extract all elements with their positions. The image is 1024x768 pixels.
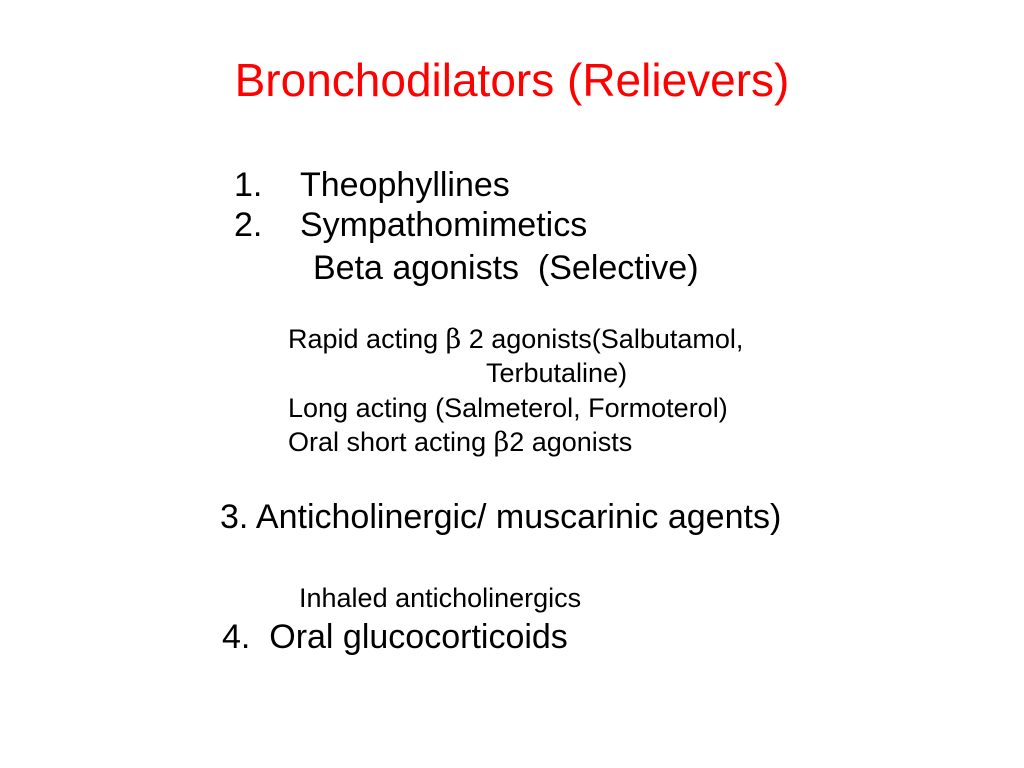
rapid-acting-suffix: 2 agonists(Salbutamol, [461,324,744,354]
beta-agonists-heading: Beta agonists (Selective) [313,249,699,287]
beta-symbol: β [493,427,510,458]
beta-symbol: β [445,324,462,355]
list-number: 2. [234,206,263,244]
rapid-acting-line [288,323,743,356]
list-item-oral-glucocorticoids: 4. Oral glucocorticoids [222,618,568,656]
list-item-sympathomimetics [234,205,587,245]
list-item-theophyllines [234,165,510,205]
list-number: 1. [234,166,263,204]
long-acting-line: Long acting (Salmeterol, Formoterol) [288,393,728,423]
oral-short-acting-suffix: 2 agonists [509,427,633,457]
list-item-label: Theophyllines [300,166,510,204]
rapid-acting-prefix: Rapid acting [288,324,446,354]
slide-title: Bronchodilators (Relievers) [234,54,790,106]
list-item-label: Sympathomimetics [300,206,588,244]
oral-short-acting-prefix: Oral short acting [288,427,494,457]
inhaled-anticholinergics-line: Inhaled anticholinergics [299,583,582,613]
oral-short-acting-line [288,426,632,459]
rapid-acting-continuation: Terbutaline) [486,358,628,388]
list-item-anticholinergic: 3. Anticholinergic/ muscarinic agents) [220,498,782,536]
